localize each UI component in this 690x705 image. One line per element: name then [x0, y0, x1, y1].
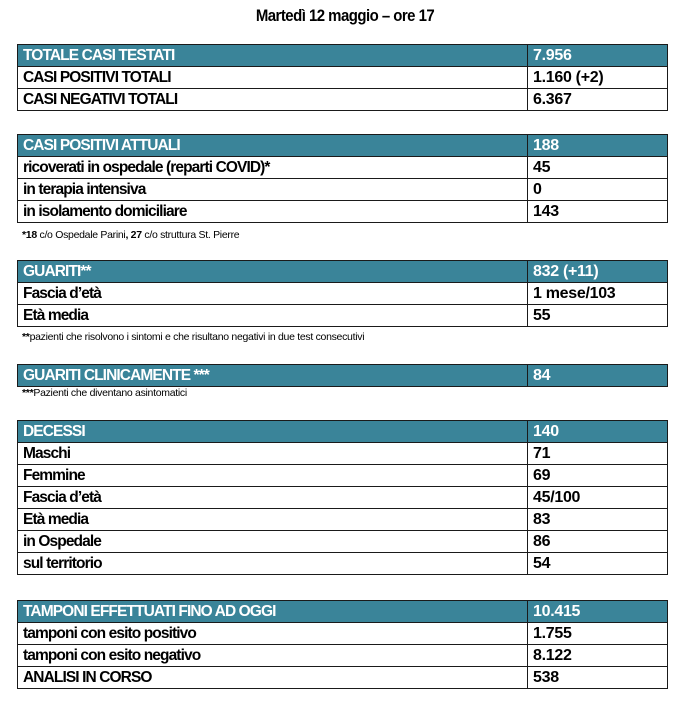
row-label: GUARITI CLINICAMENTE *** — [18, 365, 528, 387]
row-label: Età media — [18, 305, 528, 327]
table-decessi — [17, 420, 668, 575]
footnote-part: *18 — [22, 229, 37, 241]
row-value: 45/100 — [528, 487, 668, 509]
table-row — [18, 443, 668, 465]
table-guariti-clinicamente — [17, 364, 668, 387]
table-row — [18, 67, 668, 89]
row-label: GUARITI** — [18, 261, 528, 283]
row-value: 140 — [528, 421, 668, 443]
table-row — [18, 305, 668, 327]
row-label: TOTALE CASI TESTATI — [18, 45, 528, 67]
row-value: 188 — [528, 135, 668, 157]
footnote-part: pazienti che risolvono i sintomi e che risultano negativi in due test consecutivi — [29, 331, 365, 343]
row-value: 832 (+11) — [528, 261, 668, 283]
table-header-row — [18, 261, 668, 283]
row-label: Età media — [18, 509, 528, 531]
row-label: CASI POSITIVI ATTUALI — [18, 135, 528, 157]
table-row — [18, 89, 668, 111]
table-row — [18, 157, 668, 179]
row-value: 45 — [528, 157, 668, 179]
row-label: CASI POSITIVI TOTALI — [18, 67, 528, 89]
footnote-part: c/o Ospedale Parini — [36, 229, 126, 241]
footnote-part: *** — [22, 387, 34, 399]
table-header-row — [18, 135, 668, 157]
table-row — [18, 531, 668, 553]
row-label: tamponi con esito positivo — [18, 623, 528, 645]
row-label: ANALISI IN CORSO — [18, 667, 528, 689]
footnote-ricoverati — [22, 229, 239, 241]
row-value: 69 — [528, 465, 668, 487]
table-header-row — [18, 365, 668, 387]
table-row — [18, 623, 668, 645]
row-value: 8.122 — [528, 645, 668, 667]
row-value: 54 — [528, 553, 668, 575]
table-row — [18, 465, 668, 487]
row-label: Maschi — [18, 443, 528, 465]
row-label: ricoverati in ospedale (reparti COVID)* — [18, 157, 528, 179]
footnote-part: Pazienti che diventano asintomatici — [33, 387, 187, 399]
row-value: 538 — [528, 667, 668, 689]
table-row — [18, 667, 668, 689]
row-label: Fascia d’età — [18, 283, 528, 305]
row-value: 10.415 — [528, 601, 668, 623]
table-row — [18, 645, 668, 667]
footnote-guariti — [22, 331, 364, 343]
table-header-row — [18, 45, 668, 67]
row-label: TAMPONI EFFETTUATI FINO AD OGGI — [18, 601, 528, 623]
row-label: in terapia intensiva — [18, 179, 528, 201]
footnote-part: ** — [22, 331, 30, 343]
footnote-part: , 27 — [125, 229, 142, 241]
row-label: in isolamento domiciliare — [18, 201, 528, 223]
table-row — [18, 509, 668, 531]
footnote-part: c/o struttura St. Pierre — [141, 229, 240, 241]
page-title: Martedì 12 maggio – ore 17 — [255, 6, 435, 25]
row-value: 1 mese/103 — [528, 283, 668, 305]
table-guariti — [17, 260, 668, 327]
row-value: 84 — [528, 365, 668, 387]
table-row — [18, 283, 668, 305]
table-tamponi — [17, 600, 668, 689]
table-header-row — [18, 421, 668, 443]
table-row — [18, 201, 668, 223]
row-label: Femmine — [18, 465, 528, 487]
row-value: 83 — [528, 509, 668, 531]
table-casi-testati — [17, 44, 668, 111]
row-value: 55 — [528, 305, 668, 327]
row-label: Fascia d’età — [18, 487, 528, 509]
row-value: 71 — [528, 443, 668, 465]
row-value: 7.956 — [528, 45, 668, 67]
row-label: DECESSI — [18, 421, 528, 443]
row-value: 143 — [528, 201, 668, 223]
row-label: sul territorio — [18, 553, 528, 575]
table-row — [18, 179, 668, 201]
row-value: 6.367 — [528, 89, 668, 111]
table-header-row — [18, 601, 668, 623]
footnote-guariti-clinicamente — [22, 387, 187, 399]
row-label: in Ospedale — [18, 531, 528, 553]
table-casi-positivi-attuali — [17, 134, 668, 223]
table-row — [18, 553, 668, 575]
row-label: CASI NEGATIVI TOTALI — [18, 89, 528, 111]
row-label: tamponi con esito negativo — [18, 645, 528, 667]
row-value: 1.755 — [528, 623, 668, 645]
table-row — [18, 487, 668, 509]
row-value: 0 — [528, 179, 668, 201]
row-value: 86 — [528, 531, 668, 553]
row-value: 1.160 (+2) — [528, 67, 668, 89]
